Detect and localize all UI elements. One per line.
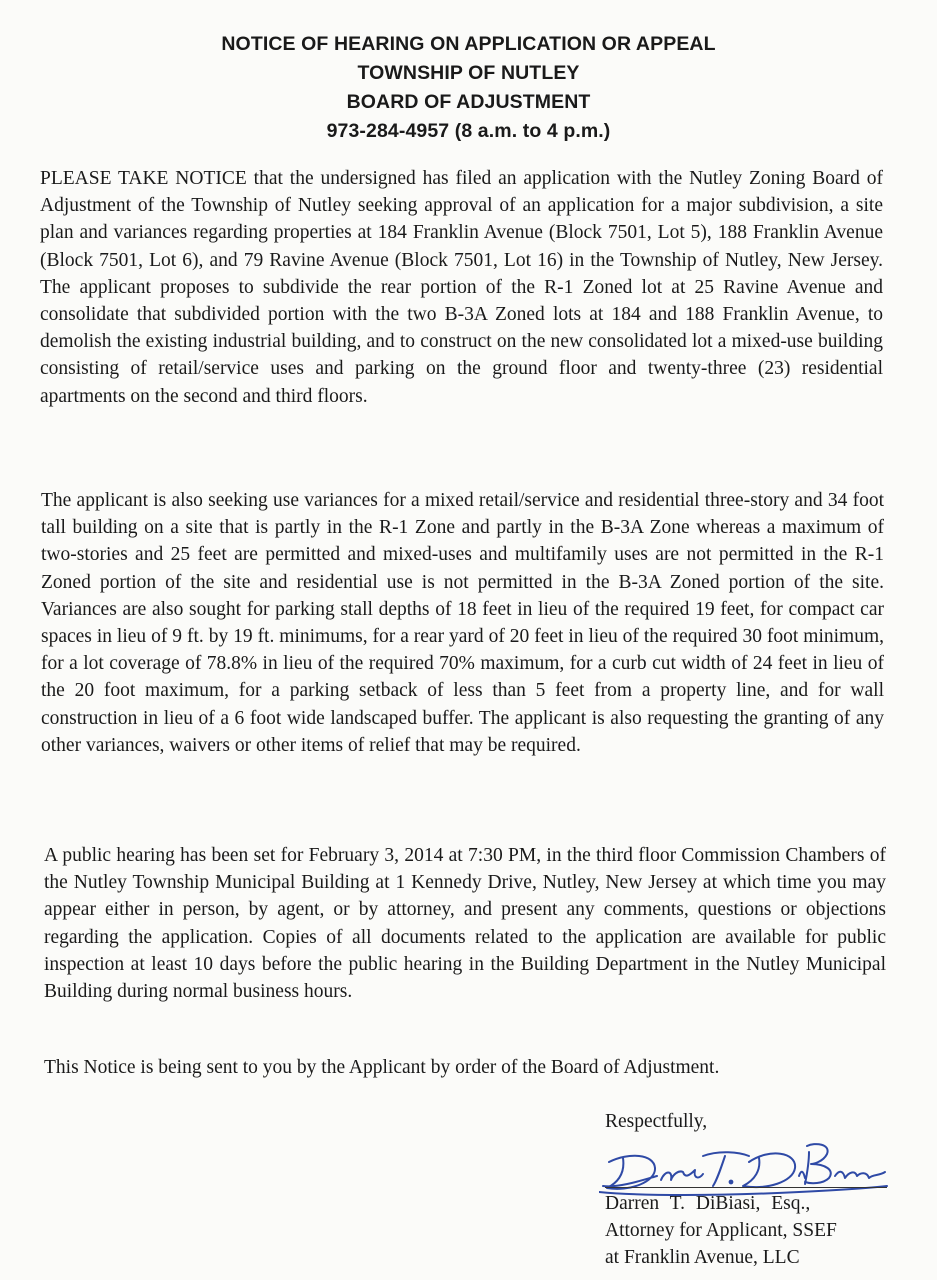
header-township: TOWNSHIP OF NUTLEY [357,62,580,84]
signer-title: Attorney for Applicant, SSEF [605,1220,837,1241]
signer-company: at Franklin Avenue, LLC [605,1247,800,1268]
closing-text: Respectfully, [605,1111,708,1132]
header-phone: 973-284-4957 (8 a.m. to 4 p.m.) [326,120,611,142]
notice-paragraph-order: This Notice is being sent to you by the Applicant by order of the Board of Adjustment. [44,1057,720,1078]
notice-paragraph-application: PLEASE TAKE NOTICE that the undersigned has filed an application with the Nutley Zoning Board of Adjustment of the Township of Nutley seeking approval of an application for a major subdivision, a site plan and variances regarding properties at 184 Franklin Avenue (Block 7501, Lot 5), 188 Franklin Avenue (Block 7501, Lot 6), and 79 Ravine Avenue (Block 7501, Lot 16) in the Township of Nutley, New Jersey. The applicant proposes to subdivide the rear portion of the R-1 Zoned lot at 25 Ravine Avenue and consolidate that subdivided portion with the two B-3A Zoned lots at 184 and 188 Franklin Avenue, to demolish the existing industrial building, and to construct on the new consolidated lot a mixed-use building consisting of retail/service uses and parking on the ground floor and twenty-three (23) residential apartments on the second and third floors. [40,168,883,407]
signer-name: Darren T. DiBiasi, Esq., [605,1193,811,1214]
header-board: BOARD OF ADJUSTMENT [346,91,591,113]
header-title: NOTICE OF HEARING ON APPLICATION OR APPEAL [221,33,716,55]
notice-paragraph-hearing: A public hearing has been set for February 3, 2014 at 7:30 PM, in the third floor Commission Chambers of the Nutley Township Municipal Building at 1 Kennedy Drive, Nutley, New Jersey at which time you may appear either in person, by agent, or by attorney, and present any comments, questions or objections regarding the application. Copies of all documents related to the application are available for public inspection at least 10 days before the public hearing in the Building Department in the Nutley Municipal Building during normal business hours. [44,845,886,1003]
notice-paragraph-variances: The applicant is also seeking use variances for a mixed retail/service and residential three-story and 34 foot tall building on a site that is partly in the R-1 Zone and partly in the B-3A Zone whereas a maximum of two-stories and 25 feet are permitted and mixed-uses and multifamily uses are not permitted in the R-1 Zoned portion of the site and residential use is not permitted in the B-3A Zoned portion of the site. Variances are also sought for parking stall depths of 18 feet in lieu of the required 19 feet, for compact car spaces in lieu of 9 ft. by 19 ft. minimums, for a rear yard of 20 feet in lieu of the required 30 foot minimum, for a lot coverage of 78.8% in lieu of the required 70% maximum, for a curb cut width of 24 feet in lieu of the 20 foot maximum, for a parking setback of less than 5 feet from a property line, and for wall construction in lieu of a 6 foot wide landscaped buffer. The applicant is also requesting the granting of any other variances, waivers or other items of relief that may be required. [41,490,884,756]
notice-header [0,30,937,146]
signature-line [605,1187,887,1188]
